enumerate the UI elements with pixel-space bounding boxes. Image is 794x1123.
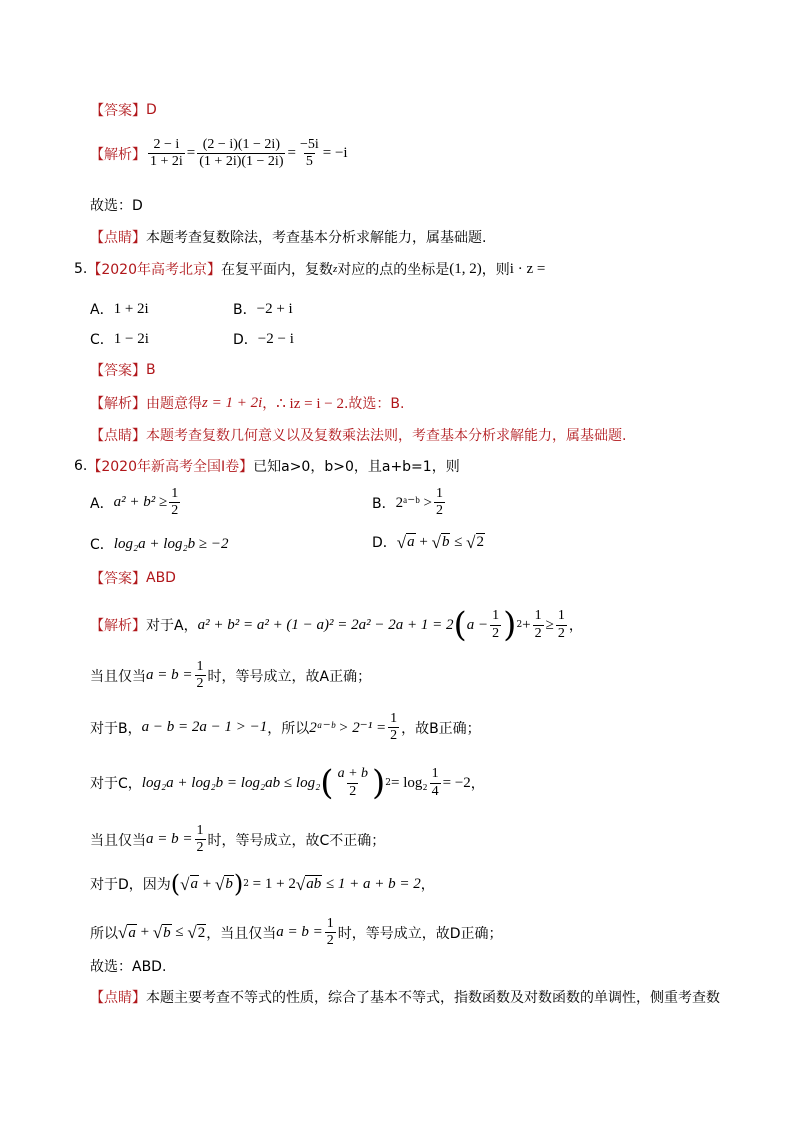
q6-option-a: A． a² + b² ≥ $\frac{1}{2}$ xyxy=(90,486,179,519)
q5-option-b: B． −2 + i xyxy=(233,300,293,318)
q4-analysis-line: 【解析】 $\frac{2 - i}{1 + 2i}$ = $\frac{(2 - i)(1 - 2i)}{(1 + 2i)(1 - 2i)}$ = $\frac{-5i}{5}$ = −i xyxy=(90,137,348,170)
q6-choose: 故选：ABD. xyxy=(90,959,167,975)
q6-option-d: D． √ a + √ b ≤ √ 2 xyxy=(372,532,485,552)
q6-analysis-a-eq: 当且仅当 a = b = $\frac{1}{2}$ 时，等号成立，故A正确； xyxy=(90,659,372,692)
q6-option-b: B． 2ᵃ⁻ᵇ > $\frac{1}{2}$ xyxy=(372,486,443,519)
q5-source: 【2020年高考北京】 xyxy=(87,262,221,278)
q4-answer-line xyxy=(90,100,157,120)
q6-number: 6. xyxy=(74,458,88,474)
q6-analysis-d-conclusion: 所以 √ a + √ b ≤ √ 2 ，当且仅当 a = b = $\frac{1}{2}$ 时，等号成立，故D正确； xyxy=(90,916,503,949)
q6-source: 【2020年新高考全国Ⅰ卷】 xyxy=(87,459,254,475)
q5-comment: 本题考查复数几何意义以及复数乘法法则，考查基本分析求解能力，属基础题. xyxy=(146,428,627,444)
q4-fraction-1: $\frac{2 - i}{1 + 2i}$ xyxy=(150,137,183,170)
q5-option-a: A． 1 + 2i xyxy=(90,300,149,318)
comment-label: 【点睛】 xyxy=(90,230,146,246)
q6-analysis-b: 对于B， a − b = 2a − 1 > −1 ，所以 2ᵃ⁻ᵇ > 2⁻¹ = $\frac{1}{2}$ ，故B正确； xyxy=(90,711,481,744)
q6-answer: ABD xyxy=(146,570,176,586)
q5-comment-line: 【点睛】 本题考查复数几何意义以及复数乘法法则，考查基本分析求解能力，属基础题. xyxy=(90,425,626,445)
q6-analysis-c-eq: 当且仅当 a = b = $\frac{1}{2}$ 时，等号成立，故C不正确； xyxy=(90,823,386,856)
q6-option-c: C． log₂a + log₂b ≥ −2 xyxy=(90,535,229,553)
q5-stem: 5. 【2020年高考北京】 在复平面内，复数 z 对应的点的坐标是 (1, 2) ，则 i · z = xyxy=(74,260,546,278)
answer-label: 【答案】 xyxy=(90,103,146,119)
q4-fraction-2: $\frac{(2 - i)(1 - 2i)}{(1 + 2i)(1 - 2i)}$ xyxy=(199,137,284,170)
q4-comment-line xyxy=(90,227,486,247)
analysis-label: 【解析】 xyxy=(90,146,146,163)
q5-analysis-line: 【解析】 由题意得 z = 1 + 2i ， ∴ iz = i − 2 .故选：B. xyxy=(90,394,405,412)
q4-result: = −i xyxy=(322,145,348,162)
q5-number: 5. xyxy=(74,261,88,277)
q4-fraction-3: $\frac{-5i}{5}$ xyxy=(299,137,319,170)
q5-answer: B xyxy=(146,362,156,378)
q6-comment: 本题主要考查不等式的性质，综合了基本不等式，指数函数及对数函数的单调性，侧重考查数 xyxy=(146,990,720,1006)
q6-comment-line: 【点睛】 本题主要考查不等式的性质，综合了基本不等式，指数函数及对数函数的单调性，侧重考查数 xyxy=(90,987,720,1007)
q4-comment: 本题考查复数除法，考查基本分析求解能力，属基础题. xyxy=(146,230,487,246)
q6-stem: 6. 【2020年新高考全国Ⅰ卷】 已知a>0，b>0，且a+b=1，则 xyxy=(74,458,460,475)
q5-option-d: D． −2 − i xyxy=(233,330,294,348)
q6-analysis-d: 对于D，因为 ( √ a + √ b ) 2 = 1 + 2 √ ab ≤ 1 + a + b = 2 ， xyxy=(90,870,435,898)
q5-option-c: C． 1 − 2i xyxy=(90,330,149,348)
q5-answer-line: 【答案】 B xyxy=(90,362,156,379)
q4-answer: D xyxy=(146,102,157,118)
q4-choose: 故选：D xyxy=(90,198,143,214)
q6-analysis-a: 【解析】 对于A， a² + b² = a² + (1 − a)² = 2a² − 2a + 1 = 2 ( a − $\frac{1}{2}$ ) 2 + $\frac{1}{2}$ ≥ $\frac{1}{2}$ ， xyxy=(90,605,583,645)
q6-answer-line: 【答案】 ABD xyxy=(90,570,176,587)
q6-analysis-c: 对于C， log₂a + log₂b = log₂ab ≤ log₂ ( $\frac{a + b}{2}$ ) 2 = log₂ $\frac{1}{4}$ = −2 ， xyxy=(90,763,485,803)
